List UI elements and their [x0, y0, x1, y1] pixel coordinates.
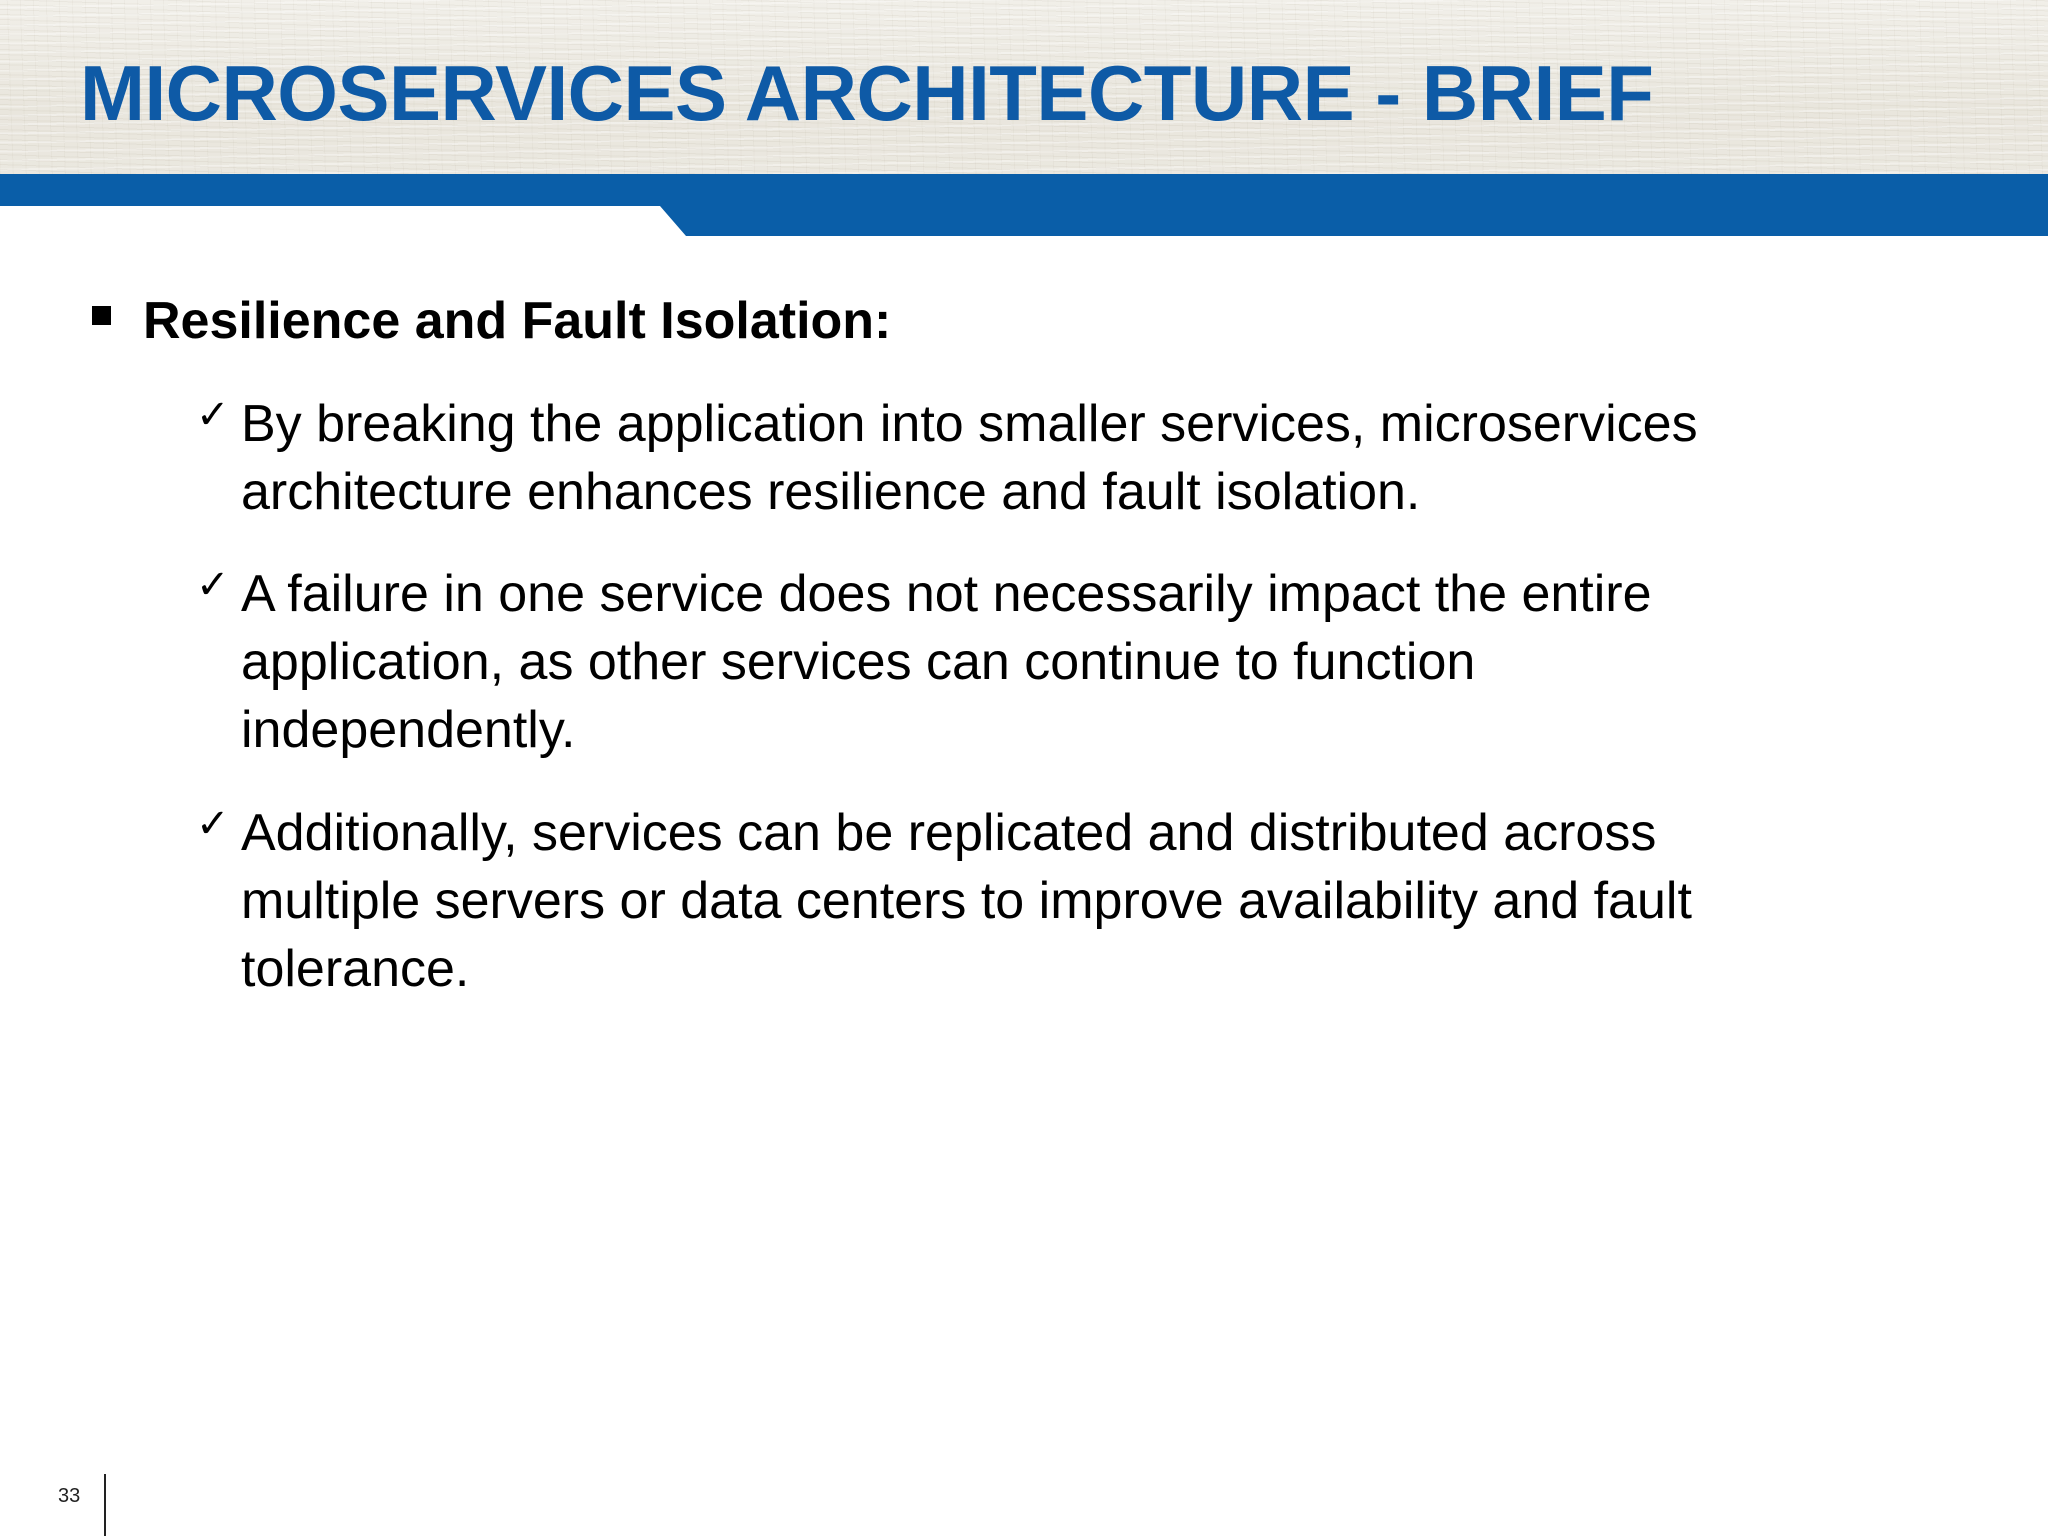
- text-line: By breaking the application into smaller services, microservices: [241, 395, 1698, 453]
- checkmark-icon: ✓: [196, 562, 230, 608]
- checkmark-icon: ✓: [196, 392, 230, 438]
- header-blue-band: [0, 174, 2048, 236]
- text-line: Additionally, services can be replicated and distributed across: [241, 804, 1657, 862]
- text-line: independently.: [241, 701, 576, 759]
- sub-bullet-text: [241, 799, 1901, 1003]
- checkmark-icon: ✓: [196, 801, 230, 847]
- text-line: tolerance.: [241, 940, 470, 998]
- footer-divider: [104, 1474, 106, 1536]
- bullet-heading: Resilience and Fault Isolation:: [143, 292, 892, 350]
- text-line: A failure in one service does not necessarily impact the entire: [241, 565, 1652, 623]
- page-number: 33: [58, 1485, 81, 1507]
- sub-bullet-text: [241, 560, 1901, 764]
- sub-bullet-text: [241, 390, 1901, 526]
- text-line: multiple servers or data centers to improve availability and fault: [241, 872, 1692, 930]
- slide-title: MICROSERVICES ARCHITECTURE - BRIEF: [80, 49, 1654, 137]
- text-line: application, as other services can continue to function: [241, 633, 1476, 691]
- square-bullet-icon: [92, 306, 111, 325]
- text-line: architecture enhances resilience and fault isolation.: [241, 463, 1421, 521]
